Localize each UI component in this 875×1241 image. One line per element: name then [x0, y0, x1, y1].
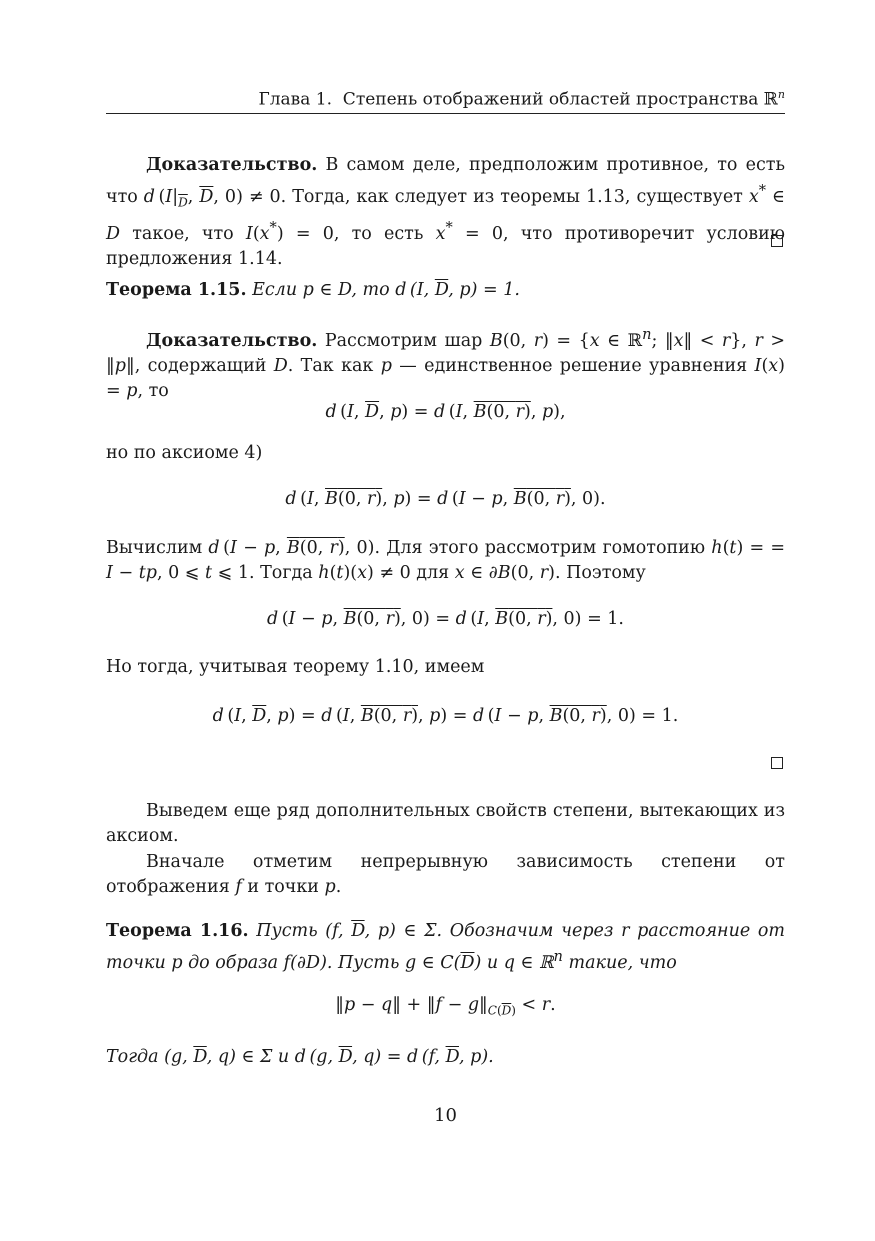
equation-4: d (I, $\overline{D}$, p) = d (I, B(0, r), p) = d (I − p, B(0, r), 0) = 1. — [212, 706, 679, 726]
theorem-1-15: Теорема 1.15. Если p ∈ D, то d (I, $\overline{D}$, p) = 1. — [106, 280, 520, 300]
qed-mark-1 — [771, 235, 783, 247]
homotopy-text: Вычислим d (I − p, B(0, r), 0). Для этого рассмотрим гомотопию h(t) = = I − tp, 0 ⩽ t ⩽ 1. Тогда h(t)(x) ≠ 0 для x ∈ ∂B(0, r). Поэтому — [106, 538, 786, 583]
equation-3: d (I − p, B(0, r), 0) = d (I, B(0, r), 0) = 1. — [267, 609, 624, 629]
theorem-1-16-conclusion: Тогда (g, $\overline{D}$, q) ∈ Σ и d (g, $\overline{D}$, q) = d (f, $\overline{D}$, p). — [106, 1047, 494, 1067]
proof-1: Доказательство. В самом деле, предположим противное, то есть что d ($I|_{\overline{D}}$, $\overline{D}$, 0) ≠ 0. Тогда, как следует из теоремы 1.13, существует x* ∈ D такое, что I(x*) = 0, то есть x* = 0, что противоречит условию предложения 1.14. — [106, 155, 785, 270]
axiom-text: но по аксиоме 4) — [106, 443, 263, 463]
proof-2: Доказательство. Рассмотрим шар B(0, r) = {x ∈ ℝ$^n$; ‖x‖ < r}, r > ‖p‖, содержащий D. Так как p — единственное решение уравнения I(x) = p, то — [106, 326, 785, 401]
running-header: Глава 1. Степень отображений областей пространства ℝ$^n$ — [258, 88, 785, 110]
theorem-1-15-label: Теорема 1.15. — [106, 280, 247, 300]
proof-1-label: Доказательство. — [146, 155, 318, 175]
header-rule — [106, 113, 785, 114]
theorem-1-16-equation: ‖p − q‖ + ‖f − $g‖_{C(\overline{D})} < r$. — [335, 995, 556, 1018]
theorem-1-16: Теорема 1.16. Пусть (f, $\overline{D}$, p) ∈ Σ. Обозначим через r расстояние от точки p до образа f(∂D). Пусть g ∈ $C(\overline{D})$ и q ∈ ℝ$^n$ такие, что — [106, 921, 785, 973]
qed-mark-2 — [771, 757, 783, 769]
page-number: 10 — [434, 1105, 457, 1126]
equation-1: d (I, $\overline{D}$, p) = d (I, B(0, r), p), — [325, 402, 566, 422]
equation-2: d (I, B(0, r), p) = d (I − p, B(0, r), 0). — [285, 489, 606, 509]
theorem-ref-text: Но тогда, учитывая теорему 1.10, имеем — [106, 657, 485, 677]
paragraph-1: Выведем еще ряд дополнительных свойств степени, вытекающих из аксиом. — [106, 801, 785, 846]
proof-2-label: Доказательство. — [146, 330, 318, 351]
paragraph-2: Вначале отметим непрерывную зависимость степени от отображения f и точки p. — [106, 852, 785, 897]
theorem-1-16-label: Теорема 1.16. — [106, 921, 249, 941]
